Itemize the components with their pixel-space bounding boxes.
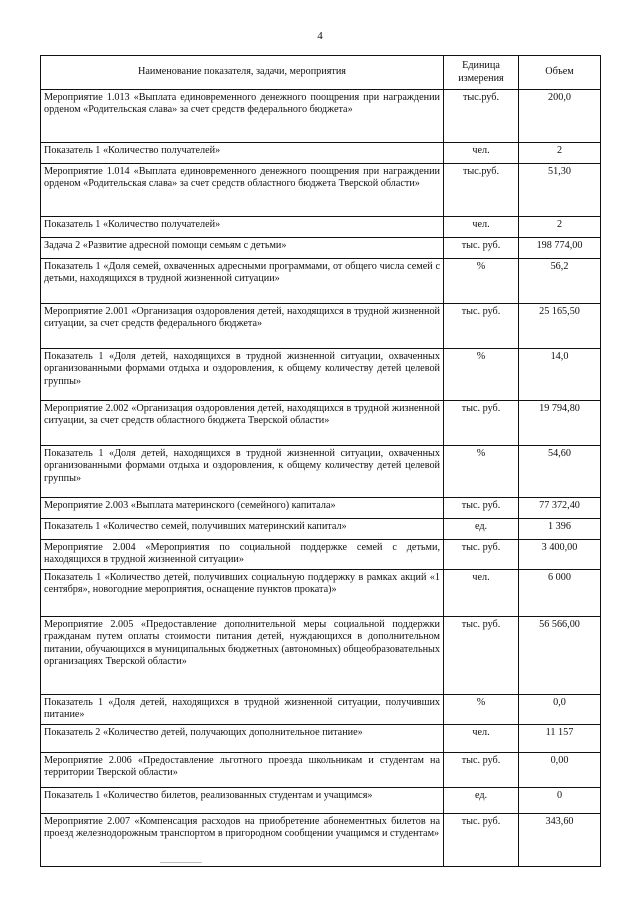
row-unit: тыс.руб. [444,164,519,217]
table-row [41,540,601,570]
row-unit: чел. [444,217,519,238]
row-value: 19 794,80 [519,401,601,446]
table-row [41,349,601,401]
table-row [41,446,601,498]
row-unit: % [444,349,519,401]
row-name: Мероприятие 2.004 «Мероприятия по социальной поддержке семей с детьми, находящихся в трудной жизненной ситуации» [41,540,444,570]
row-value: 54,60 [519,446,601,498]
row-value: 200,0 [519,90,601,143]
row-value: 51,30 [519,164,601,217]
table-row [41,787,601,813]
indicators-table [40,55,601,867]
row-name: Мероприятие 2.002 «Организация оздоровления детей, находящихся в трудной жизненной ситуации, за счет средств областного бюджета Тверской области» [41,401,444,446]
table-header-row [41,56,601,90]
row-unit: тыс. руб. [444,238,519,259]
row-value: 198 774,00 [519,238,601,259]
row-value: 77 372,40 [519,498,601,519]
row-unit: тыс. руб. [444,752,519,787]
table-row [41,90,601,143]
row-value: 0,0 [519,694,601,724]
row-value: 6 000 [519,569,601,616]
row-unit: тыс. руб. [444,616,519,694]
table-row [41,401,601,446]
row-name: Показатель 1 «Количество детей, получивших социальную поддержку в рамках акций «1 сентября», новогодние мероприятия, оснащение пунктов проката)» [41,569,444,616]
row-value: 25 165,50 [519,304,601,349]
row-value: 0,00 [519,752,601,787]
table-row [41,616,601,694]
header-name: Наименование показателя, задачи, мероприятия [41,56,444,90]
row-name: Показатель 1 «Количество получателей» [41,217,444,238]
row-value: 56 566,00 [519,616,601,694]
row-value: 56,2 [519,259,601,304]
row-name: Показатель 2 «Количество детей, получающих дополнительное питание» [41,724,444,752]
row-unit: чел. [444,569,519,616]
footer-mark [160,862,202,863]
table-row [41,498,601,519]
row-unit: чел. [444,724,519,752]
table-row [41,259,601,304]
table-row [41,752,601,787]
row-name: Мероприятие 2.007 «Компенсация расходов на приобретение абонементных билетов на проезд железнодорожным транспортом в пригородном сообщении учащимся и студентам» [41,813,444,866]
row-unit: тыс. руб. [444,540,519,570]
row-name: Показатель 1 «Количество билетов, реализованных студентам и учащимся» [41,787,444,813]
row-name: Мероприятие 2.006 «Предоставление льготного проезда школьникам и студентам на территории Тверской области» [41,752,444,787]
row-unit: тыс.руб. [444,90,519,143]
row-name: Мероприятие 1.013 «Выплата единовременного денежного поощрения при награждении орденом «Родительская слава» за счет средств федерального бюджета» [41,90,444,143]
table-row [41,217,601,238]
row-name: Показатель 1 «Доля детей, находящихся в трудной жизненной ситуации, получивших питание» [41,694,444,724]
header-unit: Единица измерения [444,56,519,90]
row-unit: тыс. руб. [444,813,519,866]
row-name: Показатель 1 «Количество семей, получивших материнский капитал» [41,519,444,540]
table-row [41,569,601,616]
row-unit: % [444,446,519,498]
table-row [41,238,601,259]
row-unit: тыс. руб. [444,304,519,349]
row-name: Задача 2 «Развитие адресной помощи семьям с детьми» [41,238,444,259]
table-row [41,143,601,164]
row-value: 2 [519,143,601,164]
table-row [41,164,601,217]
row-value: 3 400,00 [519,540,601,570]
table-row [41,694,601,724]
row-name: Мероприятие 2.005 «Предоставление дополнительной меры социальной поддержки гражданам путем оплаты стоимости питания детей, нуждающихся в дополнительном питании, обучающихся в муниципальных бюджетных (автономных) общеобразовательных организациях Тверской области» [41,616,444,694]
row-unit: ед. [444,787,519,813]
table-row [41,813,601,866]
row-value: 1 396 [519,519,601,540]
row-value: 2 [519,217,601,238]
row-unit: тыс. руб. [444,401,519,446]
row-name: Показатель 1 «Доля семей, охваченных адресными программами, от общего числа семей с детьми, находящихся в трудной жизненной ситуации» [41,259,444,304]
table-row [41,304,601,349]
row-unit: ед. [444,519,519,540]
row-value: 11 157 [519,724,601,752]
row-unit: тыс. руб. [444,498,519,519]
table-row [41,724,601,752]
row-name: Мероприятие 2.003 «Выплата материнского (семейного) капитала» [41,498,444,519]
row-name: Показатель 1 «Доля детей, находящихся в трудной жизненной ситуации, охваченных организованными формами отдыха и оздоровления, к общему количеству детей целевой группы» [41,349,444,401]
row-name: Показатель 1 «Доля детей, находящихся в трудной жизненной ситуации, охваченных организованными формами отдыха и оздоровления, к общему количеству детей целевой группы» [41,446,444,498]
row-unit: % [444,694,519,724]
row-value: 0 [519,787,601,813]
row-value: 14,0 [519,349,601,401]
row-unit: чел. [444,143,519,164]
row-name: Мероприятие 1.014 «Выплата единовременного денежного поощрения при награждении орденом «Родительская слава» за счет средств областного бюджета Тверской области» [41,164,444,217]
header-volume: Объем [519,56,601,90]
row-name: Показатель 1 «Количество получателей» [41,143,444,164]
row-name: Мероприятие 2.001 «Организация оздоровления детей, находящихся в трудной жизненной ситуации, за счет средств федерального бюджета» [41,304,444,349]
table-row [41,519,601,540]
page-number: 4 [317,30,323,42]
row-unit: % [444,259,519,304]
row-value: 343,60 [519,813,601,866]
